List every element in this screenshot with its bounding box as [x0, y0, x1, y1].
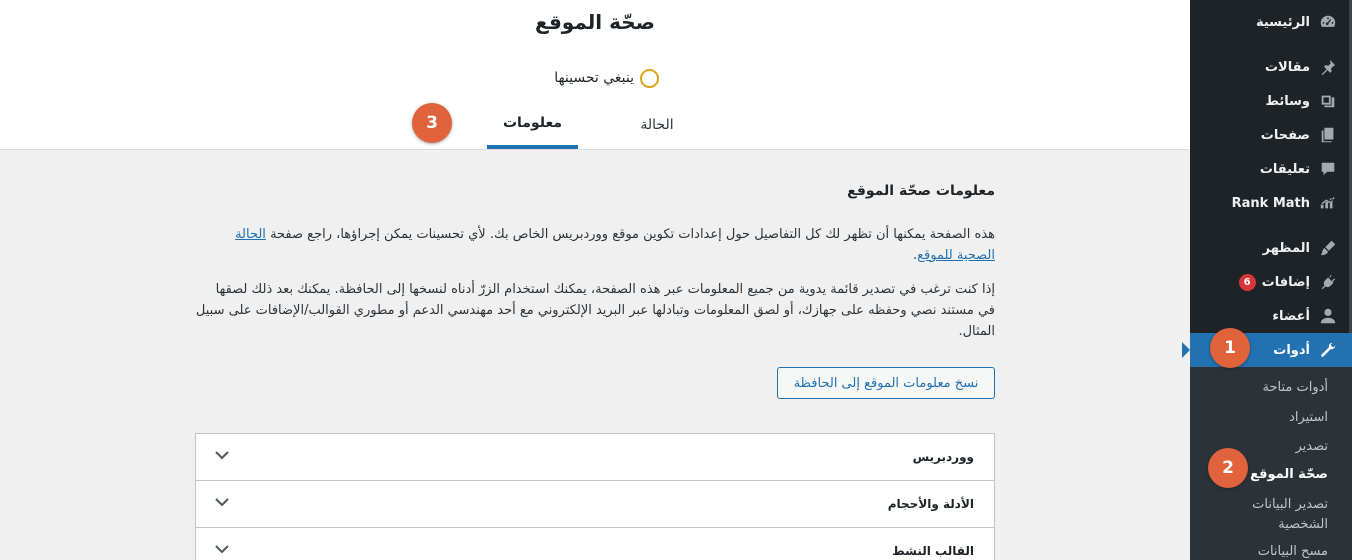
current-menu-arrow	[1182, 342, 1190, 358]
submenu-export-personal-data[interactable]: تصدير البيانات الشخصية	[1252, 497, 1328, 532]
step-callout-1: 1	[1210, 328, 1250, 368]
chevron-down-icon	[212, 492, 232, 516]
step-callout-2: 2	[1208, 448, 1248, 488]
sidebar-item-label: مقالات	[1264, 59, 1310, 75]
accordion-directories-sizes[interactable]	[195, 480, 995, 528]
rank-math-icon	[1318, 193, 1338, 213]
submenu-import[interactable]: استيراد	[1289, 410, 1328, 425]
accordion-title: القالب النشط	[892, 544, 974, 558]
site-health-header	[0, 0, 1190, 150]
sidebar-item-appearance[interactable]	[1190, 231, 1352, 265]
sidebar-item-label: أدوات	[1273, 342, 1310, 358]
update-count-badge: 6	[1239, 274, 1256, 291]
wrench-icon	[1318, 340, 1338, 360]
submenu-available-tools[interactable]: أدوات متاحة	[1262, 380, 1328, 395]
sidebar-item-media[interactable]	[1190, 84, 1352, 118]
media-icon	[1318, 91, 1338, 111]
intro-period: .	[912, 248, 918, 263]
sidebar-item-pages[interactable]	[1190, 118, 1352, 152]
sidebar-item-label: صفحات	[1260, 127, 1310, 143]
submenu-erase-personal-data[interactable]: مسح البيانات	[1257, 544, 1328, 559]
appearance-icon	[1318, 238, 1338, 258]
pin-icon	[1318, 57, 1338, 77]
sidebar-item-label: تعليقات	[1259, 161, 1310, 177]
submenu-export[interactable]: تصدير	[1295, 439, 1328, 454]
site-health-status-link[interactable]: الحالة الصحية للموقع	[235, 227, 995, 263]
export-paragraph: إذا كنت ترغب في تصدير قائمة يدوية من جميع المعلومات عبر هذه الصفحة، يمكنك استخدام الزرّ أدناه لنسخها إلى الحافظة. يمكنك بعد ذلك لصقها في مستند نصي وحفظه على جهازك، أو لصق المعلومات وتبادلها عبر البريد الإلكتروني مع أحد مهندسي الدعم أو مطوري القوالب/الإضافات على سبيل المثال.	[195, 282, 995, 339]
sidebar-item-label: الرئيسية	[1255, 14, 1310, 30]
sidebar-item-label: Rank Math	[1231, 195, 1310, 211]
plugins-icon	[1318, 272, 1338, 292]
status-label: ينبغي تحسينها	[554, 70, 634, 86]
accordion-title: الأدلة والأحجام	[887, 497, 974, 511]
sidebar-item-label: وسائط	[1265, 93, 1310, 109]
comment-icon	[1318, 159, 1338, 179]
status-circle-icon	[640, 69, 659, 88]
sidebar-item-label: إضافات	[1261, 274, 1310, 290]
intro-paragraph	[195, 224, 995, 266]
chevron-down-icon	[212, 445, 232, 469]
intro-text: هذه الصفحة يمكنها أن تظهر لك كل التفاصيل حول إعدادات تكوين موقع ووردبريس الخاص بك. لأي تحسينات يمكن إجراؤها، راجع صفحة	[270, 227, 995, 242]
users-icon	[1318, 306, 1338, 326]
page-title: صحّة الموقع	[535, 10, 655, 34]
accordion-active-theme[interactable]	[195, 527, 995, 560]
copy-site-info-button[interactable]: نسخ معلومات الموقع إلى الحافظة	[777, 367, 995, 399]
tab-info[interactable]: معلومات	[487, 100, 578, 149]
dashboard-icon	[1318, 12, 1338, 32]
sidebar-item-posts[interactable]	[1190, 50, 1352, 84]
accordion-title: ووردبريس	[912, 450, 974, 464]
accordion-wordpress[interactable]	[195, 433, 995, 481]
pages-icon	[1318, 125, 1338, 145]
sidebar-item-users[interactable]	[1190, 299, 1352, 333]
step-callout-3: 3	[412, 103, 452, 143]
tab-status[interactable]: الحالة	[640, 116, 674, 133]
sidebar-item-rank-math[interactable]	[1190, 186, 1352, 220]
submenu-site-health[interactable]: صحّة الموقع	[1250, 467, 1328, 482]
sidebar-item-label: أعضاء	[1272, 308, 1310, 324]
section-title: معلومات صحّة الموقع	[847, 183, 995, 199]
sidebar-item-label: المظهر	[1262, 240, 1310, 256]
sidebar-item-comments[interactable]	[1190, 152, 1352, 186]
sidebar-item-dashboard[interactable]	[1190, 5, 1352, 39]
chevron-down-icon	[212, 539, 232, 560]
sidebar-item-plugins[interactable]	[1190, 265, 1352, 299]
health-status	[533, 67, 659, 89]
